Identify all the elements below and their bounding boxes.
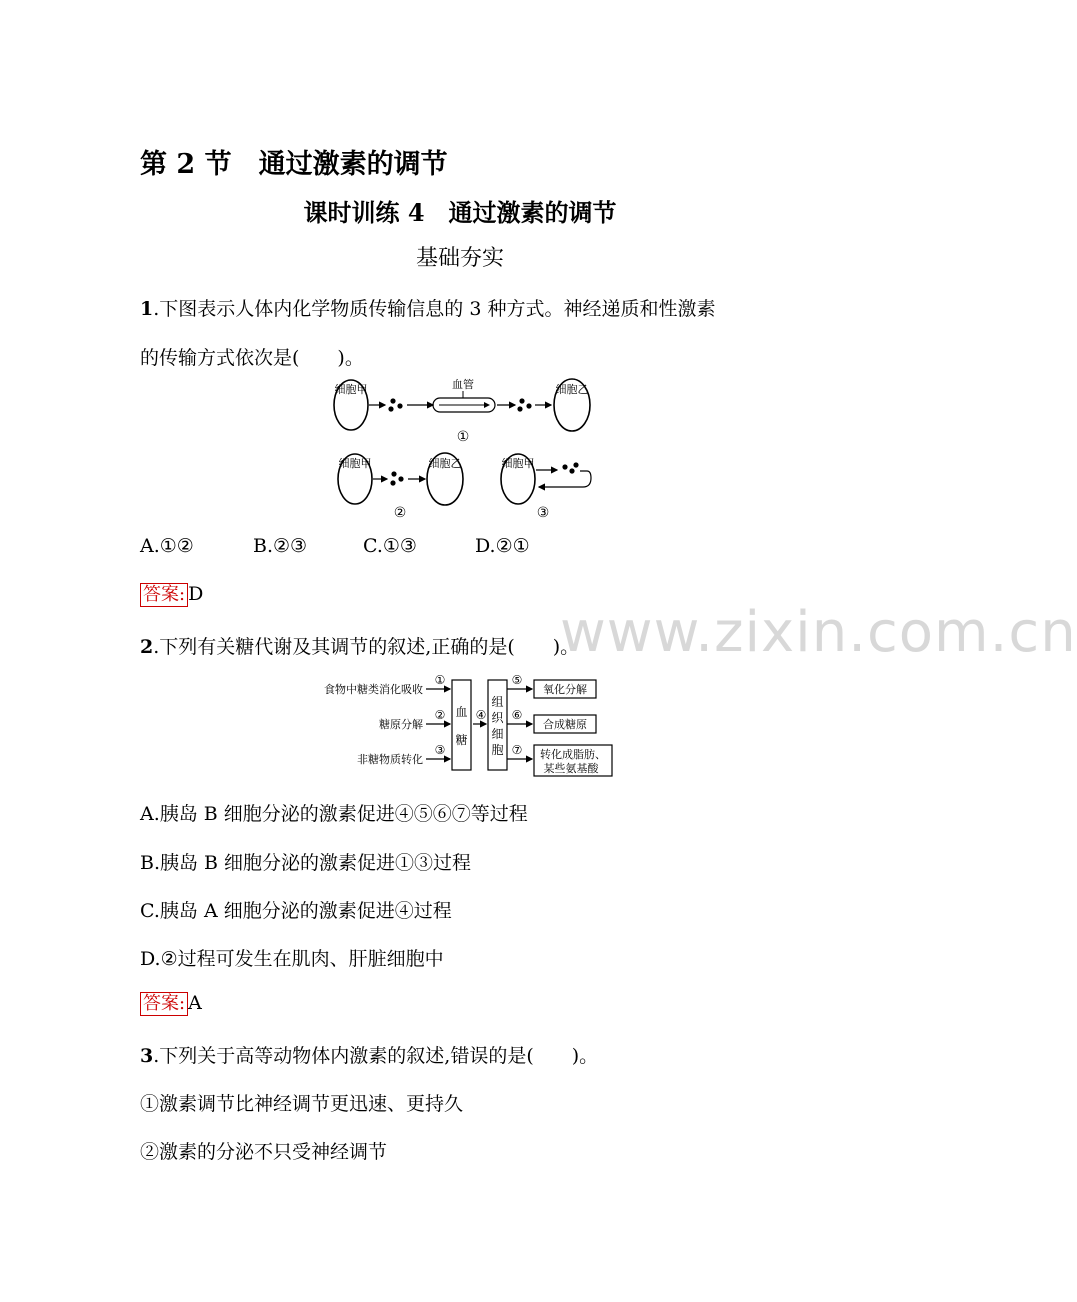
q1-stem-line1 (140, 294, 715, 321)
q2-answer-label: 答案: (140, 992, 188, 1016)
q1-diagram (325, 375, 625, 525)
out-glycogen: 合成糖原 (543, 718, 587, 731)
q3-item-2: ②激素的分泌不只受神经调节 (140, 1141, 388, 1163)
input-glycogen: 糖原分解 (379, 718, 423, 731)
cell-yi-label: 细胞乙 (555, 383, 589, 396)
q1-text: .下图表示人体内化学物质传输信息的 3 种方式。神经递质和性激素 (153, 298, 716, 320)
q2-diagram (300, 672, 625, 784)
svg-text:②: ② (434, 708, 446, 722)
q2-option-b[interactable]: B.胰岛 B 细胞分泌的激素促进①③过程 (140, 852, 472, 874)
input-nonsugar: 非糖物质转化 (357, 753, 423, 766)
q1-answer-label: 答案: (140, 583, 188, 607)
blood-sugar-box (452, 680, 471, 770)
watermark: www.zixin.com.cn (560, 600, 1077, 665)
out-oxidation: 氧化分解 (543, 683, 587, 696)
part-title: 基础夯实 (415, 246, 504, 271)
vessel-label: 血管 (452, 378, 474, 391)
cell-jia-label-3: 细胞甲 (501, 457, 535, 470)
label-2: ② (393, 505, 407, 521)
input-food: 食物中糖类消化吸收 (324, 683, 423, 696)
diagram-mode-2 (338, 453, 463, 521)
q1-number: 1 (140, 298, 154, 320)
q2-text: .下列有关糖代谢及其调节的叙述,正确的是( )。 (153, 636, 580, 658)
q1-stem-line2: 的传输方式依次是( )。 (140, 347, 364, 369)
svg-text:组织细胞: 组织细胞 (491, 695, 504, 757)
svg-text:⑥: ⑥ (511, 708, 523, 722)
diagram-mode-1 (334, 377, 590, 445)
q2-stem (140, 632, 579, 659)
q2-option-a[interactable]: A.胰岛 B 细胞分泌的激素促进④⑤⑥⑦等过程 (140, 803, 528, 825)
svg-text:④: ④ (475, 708, 487, 722)
q3-number: 3 (140, 1045, 154, 1067)
q2-number: 2 (140, 636, 154, 658)
lesson-title: 课时训练 4 通过激素的调节 (303, 198, 617, 227)
out-convert: 转化成脂肪、某些氨基酸 (540, 748, 606, 775)
label-3: ③ (536, 505, 550, 521)
cell-yi-label-2: 细胞乙 (428, 457, 462, 470)
q2-option-d[interactable]: D.②过程可发生在肌肉、肝脏细胞中 (140, 948, 444, 970)
svg-text:⑦: ⑦ (511, 743, 523, 757)
svg-text:①: ① (434, 673, 446, 687)
diagram-mode-3 (501, 454, 591, 521)
q1-option-c[interactable]: C.①③ (363, 535, 417, 557)
q1-option-b[interactable]: B.②③ (253, 535, 308, 557)
cell-jia-label-2: 细胞甲 (338, 457, 372, 470)
q3-stem (140, 1041, 598, 1068)
label-1: ① (456, 429, 470, 445)
cell-jia-label: 细胞甲 (334, 383, 368, 396)
q2-answer-value: A (188, 992, 202, 1014)
q3-item-1: ①激素调节比神经调节更迅速、更持久 (140, 1093, 464, 1115)
q1-answer (140, 583, 203, 607)
svg-text:血糖: 血糖 (455, 705, 468, 747)
svg-text:③: ③ (434, 743, 446, 757)
q1-answer-value: D (188, 583, 204, 605)
q3-text: .下列关于高等动物体内激素的叙述,错误的是( )。 (153, 1045, 599, 1067)
q1-option-a[interactable]: A.①② (140, 535, 194, 557)
q2-answer (140, 992, 202, 1016)
section-title: 第 2 节 通过激素的调节 (140, 149, 448, 180)
q2-option-c[interactable]: C.胰岛 A 细胞分泌的激素促进④过程 (140, 900, 452, 922)
svg-text:⑤: ⑤ (511, 673, 523, 687)
q1-option-d[interactable]: D.②① (475, 535, 530, 557)
